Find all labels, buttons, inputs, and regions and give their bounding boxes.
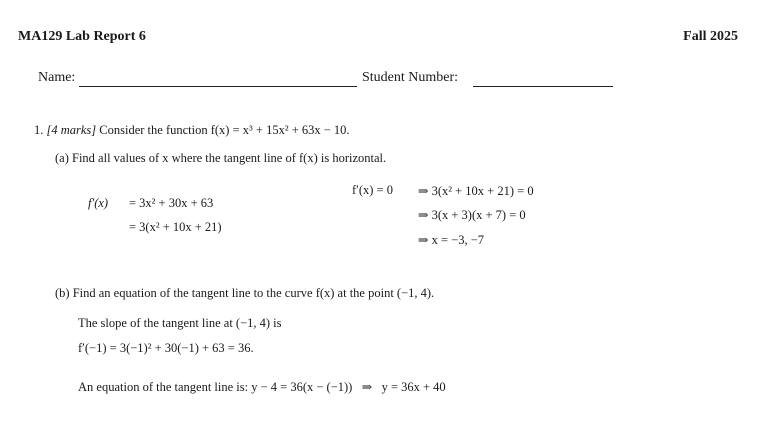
equation-final: y = 36x + 40 <box>381 380 446 394</box>
report-title: MA129 Lab Report 6 <box>18 29 146 44</box>
part-a-label: (a) <box>55 151 69 165</box>
question-marks: [4 marks] <box>46 123 97 137</box>
tangent-equation <box>78 379 446 395</box>
part-b-prompt: Find an equation of the tangent line to the curve f(x) at the point (−1, 4). <box>72 286 435 300</box>
question-1 <box>34 123 350 138</box>
equation-point-slope: y − 4 = 36(x − (−1)) <box>251 380 353 394</box>
part-a-right-line3: ⇒ x = −3, −7 <box>418 233 484 247</box>
student-number-label: Student Number: <box>362 70 459 85</box>
part-a-right-lhs: f′(x) = 0 <box>352 183 394 197</box>
part-b <box>55 286 434 301</box>
part-b-label: (b) <box>55 286 70 300</box>
term-label: Fall 2025 <box>683 29 738 44</box>
student-number-field[interactable] <box>473 86 613 87</box>
part-a-right-line1: ⇒ 3(x² + 10x + 21) = 0 <box>418 184 534 198</box>
part-a <box>55 151 386 166</box>
question-number: 1. <box>34 123 44 137</box>
part-a-left-line2: = 3(x² + 10x + 21) <box>129 220 222 234</box>
question-text: Consider the function f(x) = x³ + 15x² + 63x − 10. <box>99 123 350 137</box>
part-a-prompt: Find all values of x where the tangent line of f(x) is horizontal. <box>72 151 387 165</box>
slope-text: The slope of the tangent line at (−1, 4) is <box>78 316 282 330</box>
slope-calc: f′(−1) = 3(−1)² + 30(−1) + 63 = 36. <box>78 341 254 355</box>
equation-text: An equation of the tangent line is: <box>78 380 249 394</box>
implies-arrow: ⇒ <box>361 380 373 394</box>
part-a-left-line1: = 3x² + 30x + 63 <box>129 196 214 210</box>
name-field[interactable] <box>79 86 357 87</box>
part-a-left-lhs: f′(x) <box>88 196 109 210</box>
name-label: Name: <box>38 70 76 85</box>
part-a-right-line2: ⇒ 3(x + 3)(x + 7) = 0 <box>418 208 526 222</box>
